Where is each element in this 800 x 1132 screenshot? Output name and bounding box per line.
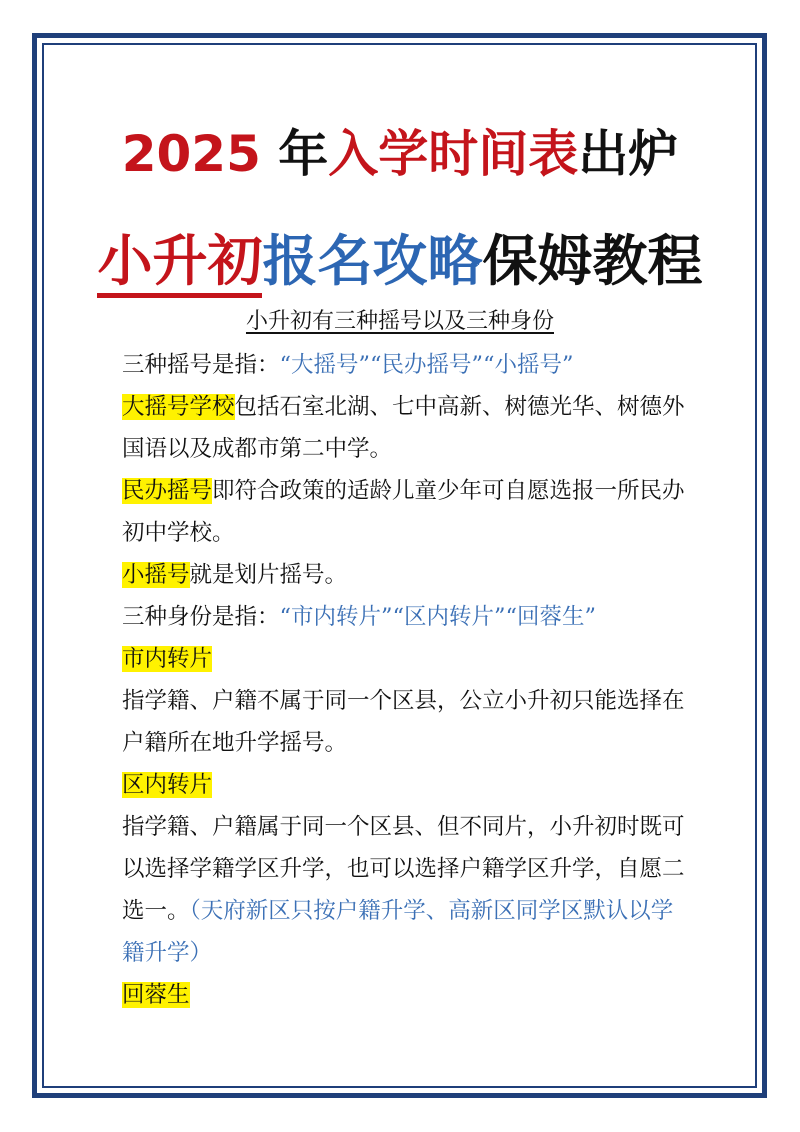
subtitle-part3: 保姆教程 bbox=[482, 229, 703, 293]
small-lottery-text: 就是划片摇号。 bbox=[189, 562, 348, 588]
district-transfer-heading bbox=[122, 764, 692, 806]
lottery-intro: 三种摇号是指： bbox=[122, 352, 280, 378]
section-heading bbox=[0, 306, 800, 338]
city-transfer-label: 市内转片 bbox=[122, 646, 213, 672]
subtitle-part2: 报名攻略 bbox=[262, 229, 483, 293]
title-year: 2025 bbox=[121, 125, 261, 183]
small-lottery-label: 小摇号 bbox=[122, 562, 190, 588]
district-transfer-text: 指学籍、户籍属于同一个区县、但不同片，小升初时既可以选择学籍学区升学，也可以选择户籍学区升学，自愿二选一。 bbox=[122, 814, 685, 924]
title-nian: 年 bbox=[278, 125, 329, 183]
identity-intro-paragraph bbox=[122, 596, 692, 638]
identity-types: “市内转片”“区内转片”“回蓉生” bbox=[279, 604, 597, 630]
big-lottery-label: 大摇号学校 bbox=[122, 394, 235, 420]
lottery-types: “大摇号”“民办摇号”“小摇号” bbox=[279, 352, 574, 378]
return-student-heading bbox=[122, 974, 692, 1016]
city-transfer-paragraph: 指学籍、户籍不属于同一个区县，公立小升初只能选择在户籍所在地升学摇号。 bbox=[122, 688, 685, 756]
city-transfer-heading bbox=[122, 638, 692, 680]
content-body bbox=[122, 344, 692, 1016]
private-lottery-paragraph bbox=[122, 470, 692, 554]
subtitle-part1: 小升初 bbox=[97, 229, 262, 298]
district-transfer-note: （天府新区只按户籍升学、高新区同学区默认以学籍升学） bbox=[122, 898, 674, 966]
section-heading-text: 小升初有三种摇号以及三种身份 bbox=[245, 309, 554, 334]
title-highlight: 入学时间表 bbox=[328, 125, 579, 183]
title-rest: 出炉 bbox=[578, 125, 679, 183]
big-lottery-text: 包括石室北湖、七中高新、树德光华、树德外国语以及成都市第二中学。 bbox=[122, 394, 685, 462]
district-transfer-label: 区内转片 bbox=[122, 772, 213, 798]
lottery-intro-paragraph bbox=[122, 344, 692, 386]
big-lottery-paragraph bbox=[122, 386, 692, 470]
return-student-label: 回蓉生 bbox=[122, 982, 190, 1008]
district-transfer-paragraph bbox=[122, 806, 692, 974]
sub-title bbox=[0, 226, 800, 296]
main-title bbox=[0, 122, 800, 186]
small-lottery-paragraph bbox=[122, 554, 692, 596]
private-lottery-label: 民办摇号 bbox=[122, 478, 213, 504]
identity-intro: 三种身份是指： bbox=[122, 604, 280, 630]
private-lottery-text: 即符合政策的适龄儿童少年可自愿选报一所民办初中学校。 bbox=[122, 478, 685, 546]
